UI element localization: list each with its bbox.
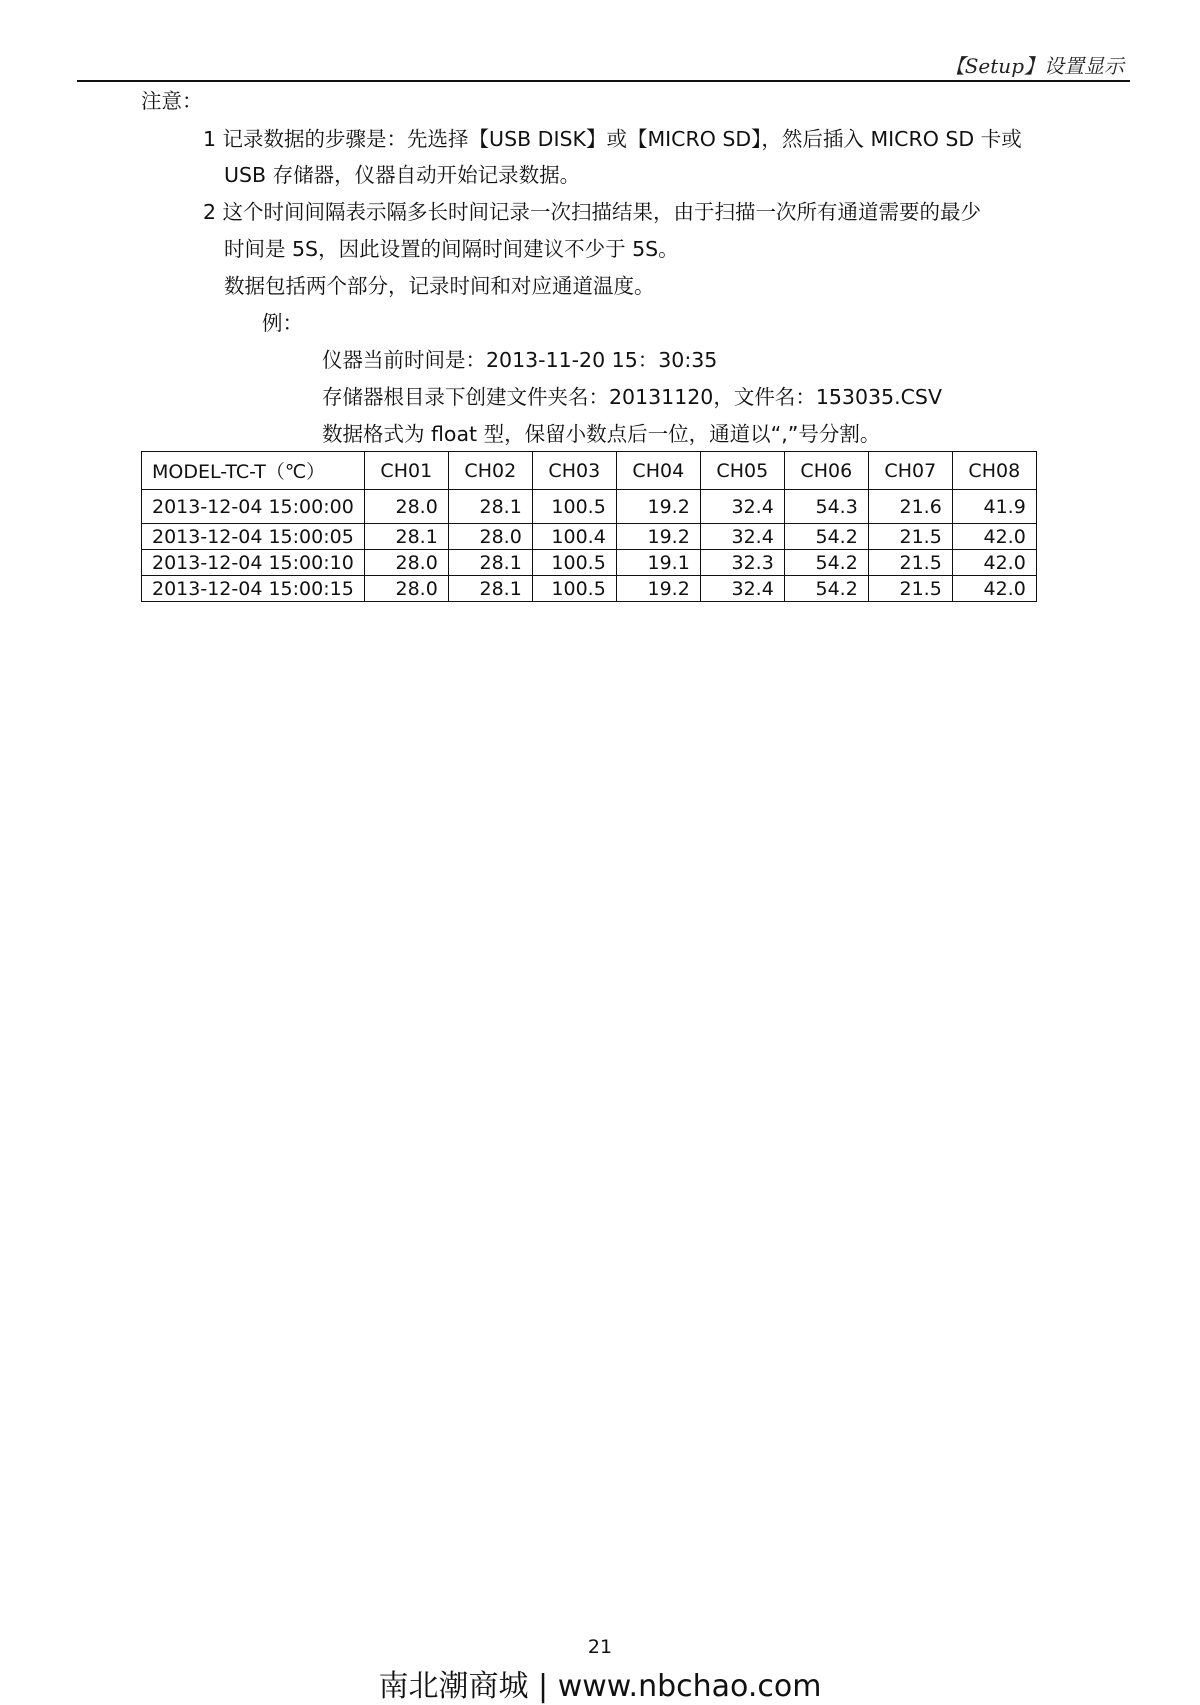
table-cell: 28.0 <box>364 576 448 602</box>
table-cell: 19.1 <box>616 550 700 576</box>
table-header-row <box>142 452 1037 490</box>
table-cell: 100.5 <box>532 490 616 524</box>
table-cell: 100.5 <box>532 576 616 602</box>
table-header-ch06: CH06 <box>784 452 868 490</box>
table-cell: 28.0 <box>448 524 532 550</box>
note-heading: 注意： <box>141 89 203 113</box>
table-header-ch08: CH08 <box>952 452 1036 490</box>
page-number: 21 <box>587 1636 613 1658</box>
table-cell: 21.5 <box>868 576 952 602</box>
note-item-2-line-3: 数据包括两个部分，记录时间和对应通道温度。 <box>224 274 655 298</box>
note-item-2-line-2: 时间是 5S，因此设置的间隔时间建议不少于 5S。 <box>224 237 679 261</box>
table-cell-time: 2013-12-04 15:00:00 <box>142 490 365 524</box>
table-row <box>142 550 1037 576</box>
header-divider <box>77 80 1130 82</box>
table-header-ch02: CH02 <box>448 452 532 490</box>
table-header-model: MODEL-TC-T（℃） <box>142 452 365 490</box>
table-cell-time: 2013-12-04 15:00:10 <box>142 550 365 576</box>
table-header-ch01: CH01 <box>364 452 448 490</box>
note-item-1-line-1: 1 记录数据的步骤是：先选择【USB DISK】或【MICRO SD】，然后插入 MICRO SD 卡或 <box>203 127 1022 151</box>
table-header-ch04: CH04 <box>616 452 700 490</box>
table-row <box>142 490 1037 524</box>
table-header-ch05: CH05 <box>700 452 784 490</box>
table-cell: 54.2 <box>784 576 868 602</box>
table-row <box>142 576 1037 602</box>
table-cell: 28.0 <box>364 550 448 576</box>
table-cell-time: 2013-12-04 15:00:15 <box>142 576 365 602</box>
table-cell: 100.5 <box>532 550 616 576</box>
page-header-title: 【Setup】设置显示 <box>944 54 1124 78</box>
table-cell: 42.0 <box>952 576 1036 602</box>
table-cell: 21.5 <box>868 550 952 576</box>
footer-watermark: 南北潮商城 | www.nbchao.com <box>378 1669 822 1704</box>
example-label: 例： <box>262 311 303 335</box>
table-cell: 28.0 <box>364 490 448 524</box>
table-header-ch03: CH03 <box>532 452 616 490</box>
table-cell: 19.2 <box>616 490 700 524</box>
table-cell: 21.6 <box>868 490 952 524</box>
table-cell: 19.2 <box>616 576 700 602</box>
table-cell: 100.4 <box>532 524 616 550</box>
example-line-3: 数据格式为 float 型，保留小数点后一位，通道以“,”号分割。 <box>322 422 881 446</box>
note-item-1-line-2: USB 存储器，仪器自动开始记录数据。 <box>224 163 581 187</box>
table-row <box>142 524 1037 550</box>
table-cell-time: 2013-12-04 15:00:05 <box>142 524 365 550</box>
example-line-2: 存储器根目录下创建文件夹名：20131120，文件名：153035.CSV <box>322 385 942 409</box>
table-cell: 21.5 <box>868 524 952 550</box>
table-cell: 28.1 <box>448 490 532 524</box>
table-cell: 42.0 <box>952 524 1036 550</box>
table-cell: 28.1 <box>448 550 532 576</box>
note-item-2-line-1: 2 这个时间间隔表示隔多长时间记录一次扫描结果，由于扫描一次所有通道需要的最少 <box>203 200 982 224</box>
table-cell: 54.2 <box>784 550 868 576</box>
table-cell: 32.4 <box>700 576 784 602</box>
table-cell: 19.2 <box>616 524 700 550</box>
table-cell: 54.2 <box>784 524 868 550</box>
table-cell: 28.1 <box>364 524 448 550</box>
example-line-1: 仪器当前时间是：2013-11-20 15：30:35 <box>322 348 718 372</box>
table-cell: 42.0 <box>952 550 1036 576</box>
table-header-ch07: CH07 <box>868 452 952 490</box>
table-cell: 54.3 <box>784 490 868 524</box>
table-cell: 28.1 <box>448 576 532 602</box>
table-cell: 32.4 <box>700 524 784 550</box>
data-table <box>141 451 1037 602</box>
table-cell: 41.9 <box>952 490 1036 524</box>
table-cell: 32.3 <box>700 550 784 576</box>
table-cell: 32.4 <box>700 490 784 524</box>
